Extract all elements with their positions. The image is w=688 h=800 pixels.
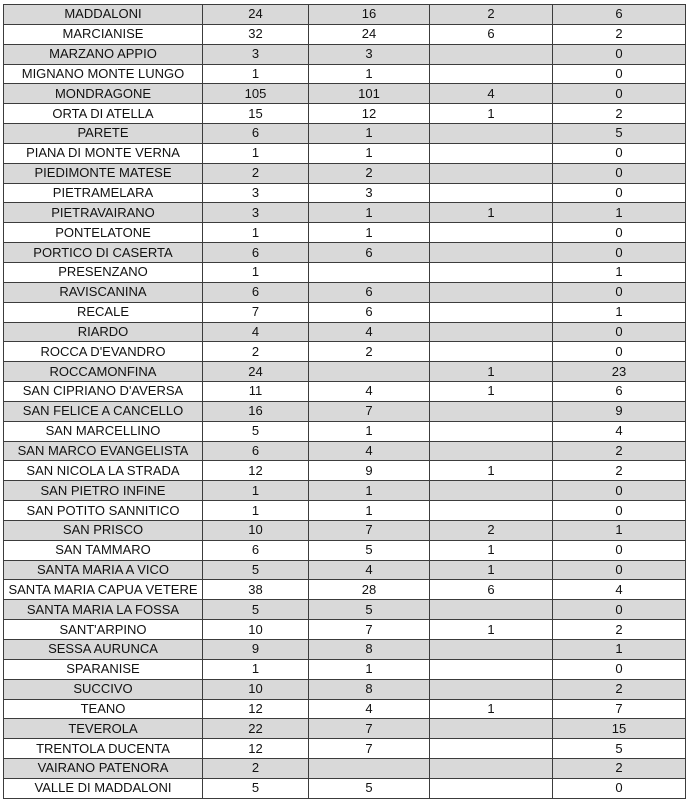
column-4-cell: 1 (553, 262, 686, 282)
table-row (4, 322, 686, 342)
column-3-cell (430, 183, 553, 203)
column-2-cell: 3 (309, 183, 430, 203)
column-4-cell: 2 (553, 620, 686, 640)
column-2-cell: 1 (309, 203, 430, 223)
municipality-name-cell: SANTA MARIA CAPUA VETERE (4, 580, 203, 600)
column-4-cell: 0 (553, 282, 686, 302)
column-2-cell: 1 (309, 481, 430, 501)
municipality-name-cell: SAN MARCO EVANGELISTA (4, 441, 203, 461)
table-row (4, 739, 686, 759)
column-3-cell: 2 (430, 5, 553, 25)
column-3-cell (430, 322, 553, 342)
column-3-cell (430, 719, 553, 739)
table-row (4, 143, 686, 163)
column-2-cell: 4 (309, 322, 430, 342)
municipality-data-table (3, 4, 686, 799)
table-row (4, 441, 686, 461)
municipality-name-cell: SUCCIVO (4, 679, 203, 699)
column-4-cell: 2 (553, 759, 686, 779)
table-row (4, 778, 686, 798)
column-3-cell (430, 501, 553, 521)
column-4-cell: 0 (553, 342, 686, 362)
municipality-name-cell: MARZANO APPIO (4, 44, 203, 64)
total-cases-cell: 5 (203, 421, 309, 441)
column-4-cell: 15 (553, 719, 686, 739)
column-4-cell: 1 (553, 203, 686, 223)
table-row (4, 64, 686, 84)
column-4-cell: 4 (553, 580, 686, 600)
table-row (4, 183, 686, 203)
total-cases-cell: 6 (203, 282, 309, 302)
column-4-cell: 6 (553, 382, 686, 402)
municipality-name-cell: SAN MARCELLINO (4, 421, 203, 441)
table-row (4, 223, 686, 243)
table-row (4, 640, 686, 660)
municipality-name-cell: SAN FELICE A CANCELLO (4, 401, 203, 421)
municipality-name-cell: PIEDIMONTE MATESE (4, 163, 203, 183)
table-row (4, 699, 686, 719)
municipality-name-cell: MARCIANISE (4, 24, 203, 44)
column-2-cell: 24 (309, 24, 430, 44)
column-4-cell: 7 (553, 699, 686, 719)
column-2-cell: 7 (309, 401, 430, 421)
municipality-name-cell: SAN CIPRIANO D'AVERSA (4, 382, 203, 402)
municipality-name-cell: ROCCAMONFINA (4, 362, 203, 382)
column-3-cell (430, 640, 553, 660)
column-3-cell (430, 262, 553, 282)
total-cases-cell: 3 (203, 183, 309, 203)
total-cases-cell: 12 (203, 461, 309, 481)
column-2-cell: 1 (309, 659, 430, 679)
municipality-name-cell: PIETRAVAIRANO (4, 203, 203, 223)
column-2-cell: 28 (309, 580, 430, 600)
column-2-cell: 4 (309, 699, 430, 719)
table-row (4, 362, 686, 382)
column-2-cell: 6 (309, 302, 430, 322)
column-2-cell: 16 (309, 5, 430, 25)
column-2-cell: 8 (309, 640, 430, 660)
column-2-cell: 9 (309, 461, 430, 481)
table-row (4, 262, 686, 282)
column-2-cell: 6 (309, 282, 430, 302)
total-cases-cell: 38 (203, 580, 309, 600)
total-cases-cell: 6 (203, 243, 309, 263)
municipality-name-cell: SAN TAMMARO (4, 540, 203, 560)
column-3-cell (430, 600, 553, 620)
municipality-name-cell: ORTA DI ATELLA (4, 104, 203, 124)
total-cases-cell: 10 (203, 520, 309, 540)
column-4-cell: 0 (553, 223, 686, 243)
column-4-cell: 1 (553, 520, 686, 540)
column-3-cell (430, 302, 553, 322)
column-2-cell: 6 (309, 243, 430, 263)
column-4-cell: 0 (553, 481, 686, 501)
total-cases-cell: 5 (203, 560, 309, 580)
total-cases-cell: 1 (203, 143, 309, 163)
municipality-name-cell: PORTICO DI CASERTA (4, 243, 203, 263)
column-4-cell: 2 (553, 679, 686, 699)
total-cases-cell: 9 (203, 640, 309, 660)
column-4-cell: 5 (553, 124, 686, 144)
column-4-cell: 2 (553, 441, 686, 461)
municipality-name-cell: PIETRAMELARA (4, 183, 203, 203)
municipality-name-cell: RAVISCANINA (4, 282, 203, 302)
column-3-cell (430, 124, 553, 144)
table-row (4, 401, 686, 421)
table-row (4, 719, 686, 739)
municipality-name-cell: SESSA AURUNCA (4, 640, 203, 660)
municipality-name-cell: SPARANISE (4, 659, 203, 679)
municipality-name-cell: SAN NICOLA LA STRADA (4, 461, 203, 481)
column-2-cell: 1 (309, 421, 430, 441)
table-row (4, 560, 686, 580)
table-row (4, 759, 686, 779)
column-3-cell: 1 (430, 362, 553, 382)
total-cases-cell: 5 (203, 778, 309, 798)
column-4-cell: 0 (553, 501, 686, 521)
table-row (4, 461, 686, 481)
column-4-cell: 9 (553, 401, 686, 421)
column-2-cell: 3 (309, 44, 430, 64)
column-3-cell (430, 441, 553, 461)
column-4-cell: 0 (553, 243, 686, 263)
table-row (4, 540, 686, 560)
column-4-cell: 5 (553, 739, 686, 759)
table-row (4, 620, 686, 640)
municipality-name-cell: PONTELATONE (4, 223, 203, 243)
column-3-cell (430, 659, 553, 679)
municipality-name-cell: SANTA MARIA LA FOSSA (4, 600, 203, 620)
column-4-cell: 1 (553, 640, 686, 660)
table-body (4, 5, 686, 799)
column-3-cell (430, 401, 553, 421)
total-cases-cell: 1 (203, 481, 309, 501)
total-cases-cell: 24 (203, 362, 309, 382)
column-3-cell (430, 481, 553, 501)
column-3-cell (430, 243, 553, 263)
column-3-cell (430, 163, 553, 183)
total-cases-cell: 6 (203, 540, 309, 560)
column-2-cell: 5 (309, 778, 430, 798)
municipality-name-cell: SANTA MARIA A VICO (4, 560, 203, 580)
table-row (4, 104, 686, 124)
column-2-cell: 2 (309, 342, 430, 362)
table-row (4, 580, 686, 600)
total-cases-cell: 7 (203, 302, 309, 322)
table-row (4, 243, 686, 263)
municipality-name-cell: ROCCA D'EVANDRO (4, 342, 203, 362)
total-cases-cell: 6 (203, 441, 309, 461)
table-row (4, 124, 686, 144)
total-cases-cell: 2 (203, 759, 309, 779)
column-4-cell: 0 (553, 560, 686, 580)
total-cases-cell: 12 (203, 739, 309, 759)
column-4-cell: 0 (553, 64, 686, 84)
column-3-cell: 6 (430, 24, 553, 44)
column-4-cell: 0 (553, 659, 686, 679)
column-4-cell: 0 (553, 143, 686, 163)
table-row (4, 302, 686, 322)
municipality-name-cell: VAIRANO PATENORA (4, 759, 203, 779)
column-2-cell: 7 (309, 739, 430, 759)
total-cases-cell: 1 (203, 501, 309, 521)
total-cases-cell: 1 (203, 64, 309, 84)
column-2-cell: 7 (309, 620, 430, 640)
table-row (4, 679, 686, 699)
column-4-cell: 1 (553, 302, 686, 322)
total-cases-cell: 15 (203, 104, 309, 124)
column-2-cell: 4 (309, 382, 430, 402)
column-2-cell: 5 (309, 600, 430, 620)
table-row (4, 203, 686, 223)
column-2-cell: 12 (309, 104, 430, 124)
total-cases-cell: 32 (203, 24, 309, 44)
municipality-name-cell: TEVEROLA (4, 719, 203, 739)
column-3-cell: 1 (430, 560, 553, 580)
table-row (4, 600, 686, 620)
municipality-name-cell: PARETE (4, 124, 203, 144)
column-3-cell (430, 64, 553, 84)
column-2-cell: 1 (309, 143, 430, 163)
table-row (4, 382, 686, 402)
total-cases-cell: 3 (203, 44, 309, 64)
column-3-cell (430, 778, 553, 798)
column-2-cell: 2 (309, 163, 430, 183)
column-3-cell: 1 (430, 104, 553, 124)
total-cases-cell: 2 (203, 163, 309, 183)
total-cases-cell: 5 (203, 600, 309, 620)
column-2-cell: 5 (309, 540, 430, 560)
total-cases-cell: 10 (203, 679, 309, 699)
column-2-cell: 4 (309, 441, 430, 461)
table-row (4, 163, 686, 183)
total-cases-cell: 105 (203, 84, 309, 104)
table-row (4, 24, 686, 44)
municipality-name-cell: PIANA DI MONTE VERNA (4, 143, 203, 163)
total-cases-cell: 10 (203, 620, 309, 640)
column-3-cell: 1 (430, 382, 553, 402)
column-3-cell (430, 282, 553, 302)
column-2-cell: 7 (309, 719, 430, 739)
table-row (4, 44, 686, 64)
total-cases-cell: 1 (203, 223, 309, 243)
column-3-cell (430, 759, 553, 779)
municipality-name-cell: VALLE DI MADDALONI (4, 778, 203, 798)
municipality-name-cell: SAN POTITO SANNITICO (4, 501, 203, 521)
column-3-cell (430, 143, 553, 163)
column-2-cell: 101 (309, 84, 430, 104)
municipality-name-cell: SAN PIETRO INFINE (4, 481, 203, 501)
municipality-name-cell: MADDALONI (4, 5, 203, 25)
municipality-name-cell: RECALE (4, 302, 203, 322)
table-row (4, 481, 686, 501)
column-4-cell: 0 (553, 44, 686, 64)
column-3-cell: 4 (430, 84, 553, 104)
total-cases-cell: 6 (203, 124, 309, 144)
column-4-cell: 0 (553, 778, 686, 798)
municipality-name-cell: SAN PRISCO (4, 520, 203, 540)
column-4-cell: 0 (553, 163, 686, 183)
column-4-cell: 2 (553, 24, 686, 44)
total-cases-cell: 2 (203, 342, 309, 362)
total-cases-cell: 3 (203, 203, 309, 223)
column-4-cell: 0 (553, 600, 686, 620)
municipality-name-cell: TRENTOLA DUCENTA (4, 739, 203, 759)
column-4-cell: 2 (553, 104, 686, 124)
column-2-cell (309, 362, 430, 382)
total-cases-cell: 12 (203, 699, 309, 719)
column-2-cell (309, 759, 430, 779)
total-cases-cell: 16 (203, 401, 309, 421)
column-4-cell: 23 (553, 362, 686, 382)
table-row (4, 282, 686, 302)
column-4-cell: 0 (553, 183, 686, 203)
table-row (4, 421, 686, 441)
total-cases-cell: 1 (203, 262, 309, 282)
column-3-cell: 1 (430, 203, 553, 223)
table-row (4, 659, 686, 679)
column-4-cell: 2 (553, 461, 686, 481)
column-2-cell (309, 262, 430, 282)
column-2-cell: 1 (309, 124, 430, 144)
table-row (4, 342, 686, 362)
column-3-cell: 1 (430, 540, 553, 560)
municipality-name-cell: MONDRAGONE (4, 84, 203, 104)
column-4-cell: 4 (553, 421, 686, 441)
column-3-cell (430, 739, 553, 759)
municipality-name-cell: PRESENZANO (4, 262, 203, 282)
column-2-cell: 8 (309, 679, 430, 699)
column-3-cell (430, 342, 553, 362)
column-3-cell: 2 (430, 520, 553, 540)
total-cases-cell: 24 (203, 5, 309, 25)
column-4-cell: 0 (553, 540, 686, 560)
total-cases-cell: 1 (203, 659, 309, 679)
municipality-name-cell: MIGNANO MONTE LUNGO (4, 64, 203, 84)
column-2-cell: 7 (309, 520, 430, 540)
table-row (4, 520, 686, 540)
table-row (4, 5, 686, 25)
column-4-cell: 0 (553, 84, 686, 104)
column-2-cell: 4 (309, 560, 430, 580)
total-cases-cell: 11 (203, 382, 309, 402)
column-3-cell: 6 (430, 580, 553, 600)
column-2-cell: 1 (309, 501, 430, 521)
column-4-cell: 0 (553, 322, 686, 342)
municipality-name-cell: SANT'ARPINO (4, 620, 203, 640)
column-2-cell: 1 (309, 64, 430, 84)
column-3-cell (430, 44, 553, 64)
municipality-name-cell: RIARDO (4, 322, 203, 342)
column-2-cell: 1 (309, 223, 430, 243)
column-3-cell (430, 223, 553, 243)
column-3-cell (430, 679, 553, 699)
table-row (4, 501, 686, 521)
table-row (4, 84, 686, 104)
column-3-cell: 1 (430, 699, 553, 719)
municipality-name-cell: TEANO (4, 699, 203, 719)
column-3-cell (430, 421, 553, 441)
column-3-cell: 1 (430, 620, 553, 640)
total-cases-cell: 4 (203, 322, 309, 342)
column-3-cell: 1 (430, 461, 553, 481)
total-cases-cell: 22 (203, 719, 309, 739)
column-4-cell: 6 (553, 5, 686, 25)
